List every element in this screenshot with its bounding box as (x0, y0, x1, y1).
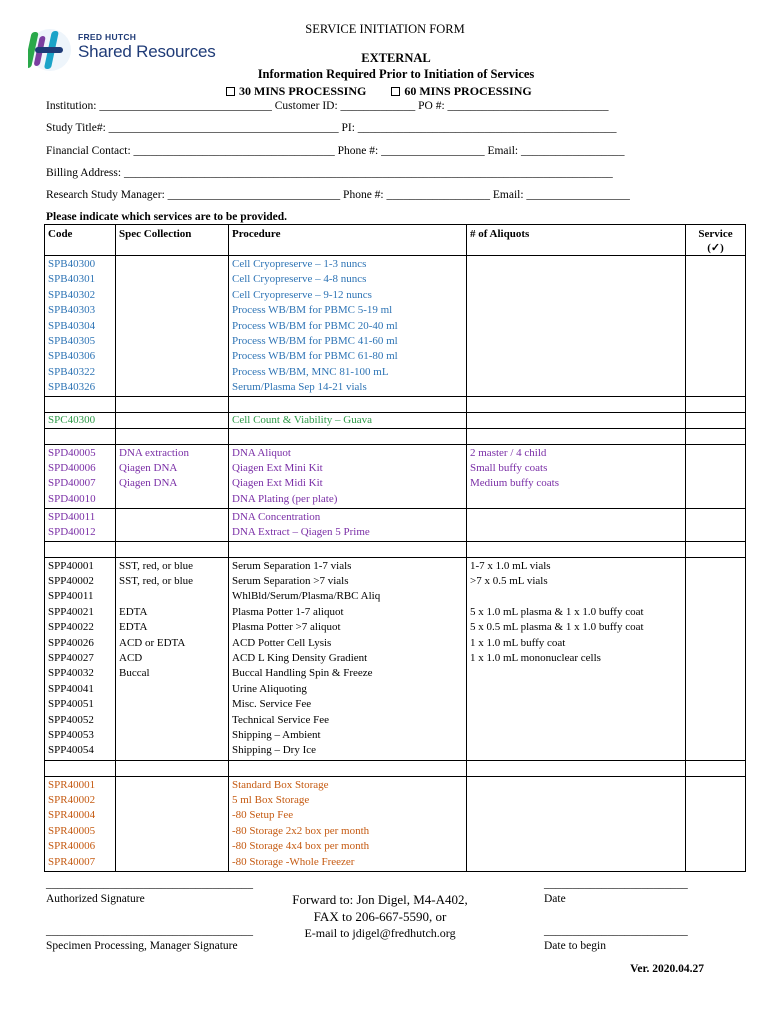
spd1-procedures: DNA Aliquot Qiagen Ext Mini Kit Qiagen Ext Midi Kit DNA Plating (per plate) (229, 444, 467, 508)
table-row (45, 541, 746, 557)
spr-codes: SPR40001 SPR40002 SPR40004 SPR40005 SPR40006 SPR40007 (45, 776, 116, 871)
header-procedure: Procedure (229, 225, 467, 256)
table-row (45, 428, 746, 444)
processing-options (226, 84, 554, 99)
spd2-codes: SPD40011 SPD40012 (45, 508, 116, 541)
version-label: Ver. 2020.04.27 (630, 963, 704, 975)
table-row (45, 760, 746, 776)
spd2-service[interactable] (686, 508, 746, 541)
spr-spec (116, 776, 229, 871)
manager-signature-label: Specimen Processing, Manager Signature (46, 940, 238, 952)
header-aliquots: # of Aliquots (467, 225, 686, 256)
option-30-label: 30 MINS PROCESSING (239, 84, 367, 98)
spd2-procedures: DNA Concentration DNA Extract – Qiagen 5 Prime (229, 508, 467, 541)
authorized-signature-label: Authorized Signature (46, 893, 145, 905)
spb-aliquots[interactable] (467, 256, 686, 397)
manager-signature-line[interactable]: ____________________________________ (46, 925, 253, 937)
option-30-mins[interactable] (226, 84, 366, 98)
spb-codes: SPB40300 SPB40301 SPB40302 SPB40303 SPB40304 SPB40305 SPB40306 SPB40322 SPB40326 (45, 256, 116, 397)
table-row (45, 444, 746, 508)
spr-service[interactable] (686, 776, 746, 871)
spc-code: SPC40300 (45, 413, 116, 429)
spc-service[interactable] (686, 413, 746, 429)
study-title-line[interactable]: Study Title#: ________________________________________ PI: _____________________________________________ (46, 122, 617, 134)
checkbox-60-mins[interactable] (391, 87, 400, 96)
spc-procedure: Cell Count & Viability – Guava (229, 413, 467, 429)
table-header-row (45, 225, 746, 256)
form-info-label: Information Required Prior to Initiation of Services (257, 67, 535, 81)
institution-line[interactable]: Institution: ______________________________ Customer ID: _____________ PO #: ____________________________ (46, 100, 609, 112)
spp-aliquots: 1-7 x 1.0 mL vials >7 x 0.5 mL vials 5 x 1.0 mL plasma & 1 x 1.0 buffy coat 5 x 0.5 mL plasma & 1 x 1.0 buffy coat 1 x 1.0 mL buffy coat 1 x 1.0 mL mononuclear cells (467, 557, 686, 760)
form-external-label: EXTERNAL (361, 51, 431, 65)
spr-aliquots[interactable] (467, 776, 686, 871)
forward-instructions (270, 891, 490, 942)
spp-codes: SPP40001 SPP40002 SPP40011 SPP40021 SPP40022 SPP40026 SPP40027 SPP40032 SPP40041 SPP40051 SPP40052 SPP40053 SPP40054 (45, 557, 116, 760)
spr-procedures: Standard Box Storage 5 ml Box Storage -80 Setup Fee -80 Storage 2x2 box per month -80 Storage 4x4 box per month -80 Storage -Whole Freezer (229, 776, 467, 871)
date-begin-label: Date to begin (544, 940, 606, 952)
spd1-codes: SPD40005 SPD40006 SPD40007 SPD40010 (45, 444, 116, 508)
spd1-service[interactable] (686, 444, 746, 508)
date-begin-line[interactable]: _________________________ (544, 925, 688, 937)
spd2-aliquots[interactable] (467, 508, 686, 541)
table-row (45, 557, 746, 760)
spb-spec (116, 256, 229, 397)
authorized-signature-line[interactable]: ____________________________________ (46, 878, 253, 890)
table-row (45, 397, 746, 413)
date-label: Date (544, 893, 566, 905)
spd2-spec (116, 508, 229, 541)
spc-aliquots[interactable] (467, 413, 686, 429)
billing-address-line[interactable]: Billing Address: _____________________________________________________________________________________ (46, 167, 613, 179)
form-title: SERVICE INITIATION FORM (305, 22, 465, 36)
financial-contact-line[interactable]: Financial Contact: ___________________________________ Phone #: __________________ Email: __________________ (46, 145, 625, 157)
logo-org-name: FRED HUTCH (78, 32, 137, 42)
date-line[interactable]: _________________________ (544, 878, 688, 890)
option-60-mins[interactable] (391, 84, 531, 98)
spb-procedures: Cell Cryopreserve – 1-3 nuncs Cell Cryopreserve – 4-8 nuncs Cell Cryopreserve – 9-12 nuncs Process WB/BM for PBMC 5-19 ml Process WB/BM for PBMC 20-40 ml Process WB/BM for PBMC 41-60 ml Process WB/BM for PBMC 61-80 ml Process WB/BM, MNC 81-100 mL Serum/Plasma Sep 14-21 vials (229, 256, 467, 397)
header-service-label: Service (✓) (698, 228, 733, 254)
checkbox-30-mins[interactable] (226, 87, 235, 96)
forward-line-1: Forward to: Jon Digel, M4-A402, (292, 892, 468, 907)
spp-specs: SST, red, or blue SST, red, or blue EDTA EDTA ACD or EDTA ACD Buccal (116, 557, 229, 760)
header-code: Code (45, 225, 116, 256)
spc-spec (116, 413, 229, 429)
table-row (45, 413, 746, 429)
spd1-aliquots: 2 master / 4 child Small buffy coats Medium buffy coats (467, 444, 686, 508)
spd1-specs: DNA extraction Qiagen DNA Qiagen DNA (116, 444, 229, 508)
forward-line-2: FAX to 206-667-5590, or (313, 909, 447, 924)
table-row (45, 256, 746, 397)
table-row (45, 508, 746, 541)
option-60-label: 60 MINS PROCESSING (404, 84, 532, 98)
table-row (45, 776, 746, 871)
spb-service[interactable] (686, 256, 746, 397)
research-manager-line[interactable]: Research Study Manager: ______________________________ Phone #: __________________ Email: __________________ (46, 189, 630, 201)
services-table (44, 224, 746, 872)
instructions-text: Please indicate which services are to be provided. (46, 211, 288, 223)
spp-procedures: Serum Separation 1-7 vials Serum Separation >7 vials WhlBld/Serum/Plasma/RBC Aliq Plasma Potter 1-7 aliquot Plasma Potter >7 aliquot ACD Potter Cell Lysis ACD L King Density Gradient Buccal Handling Spin & Freeze Urine Aliquoting Misc. Service Fee Technical Service Fee Shipping – Ambient Shipping – Dry Ice (229, 557, 467, 760)
header-spec: Spec Collection (116, 225, 229, 256)
logo-shared-resources: Shared Resources (78, 42, 216, 61)
spp-service[interactable] (686, 557, 746, 760)
forward-email[interactable]: E-mail to jdigel@fredhutch.org (304, 926, 456, 940)
header-service (686, 225, 746, 256)
